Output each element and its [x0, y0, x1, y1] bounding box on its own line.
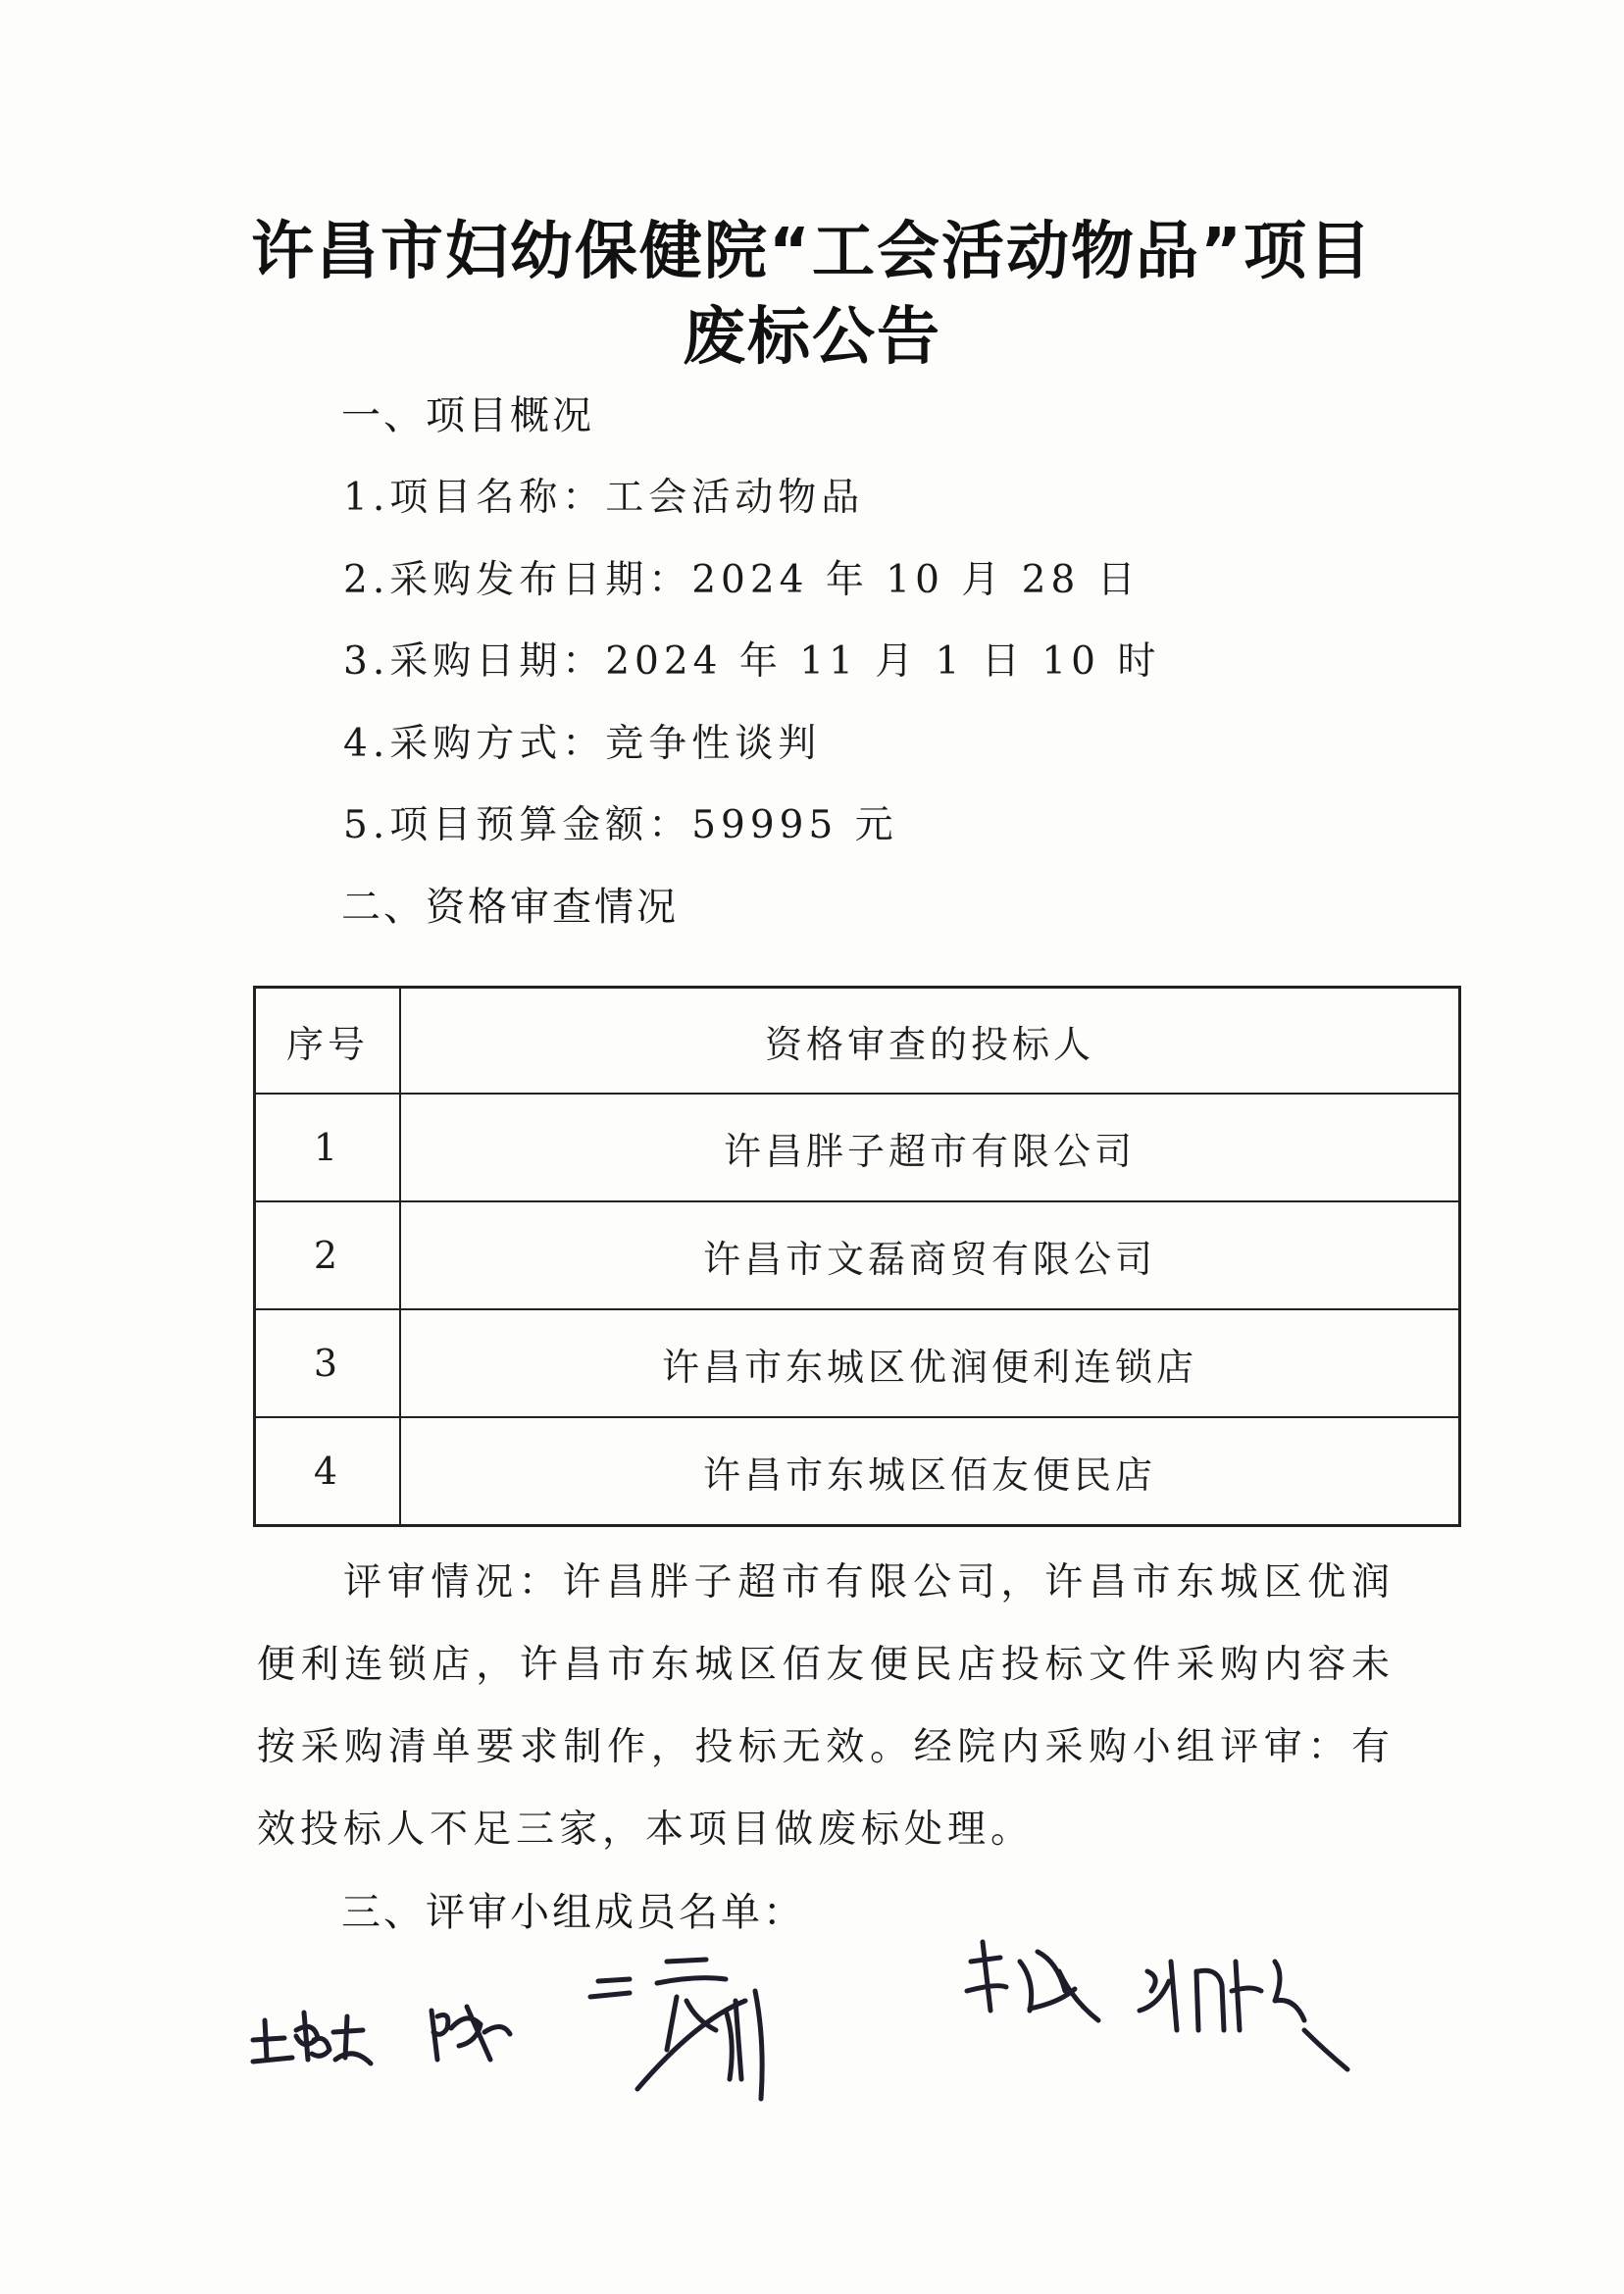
document-title-line1: 许昌市妇幼保健院“工会活动物品”项目 — [250, 216, 1374, 288]
budget-line — [343, 794, 898, 849]
qualification-table — [253, 986, 1461, 1527]
signature-3 — [590, 1960, 762, 2099]
table-row — [255, 1201, 1460, 1309]
table-cell-no: 3 — [255, 1309, 401, 1417]
table-cell-bidder: 许昌市东城区优润便利连锁店 — [400, 1309, 1460, 1417]
document-title-line2: 废标公告 — [683, 301, 941, 374]
table-cell-no: 1 — [255, 1094, 401, 1201]
table-cell-bidder: 许昌胖子超市有限公司 — [400, 1094, 1460, 1201]
publish-date-label: 2.采购发布日期： — [343, 558, 692, 602]
procurement-date-label: 3.采购日期： — [343, 639, 606, 684]
section2-heading: 二、资格审查情况 — [341, 885, 679, 930]
project-name-value: 工会活动物品 — [605, 476, 865, 520]
signature-2 — [431, 2007, 510, 2060]
table-header-bidder: 资格审查的投标人 — [400, 988, 1460, 1095]
table-row — [255, 1417, 1460, 1526]
procurement-date-value: 2024 年 11 月 1 日 10 时 — [605, 639, 1161, 684]
publish-date-line — [343, 549, 1141, 604]
signature-4 — [967, 1942, 1098, 2020]
procurement-method-label: 4.采购方式： — [343, 722, 606, 766]
project-name-label: 1.项目名称： — [343, 476, 606, 520]
publish-date-value: 2024 年 10 月 28 日 — [691, 558, 1141, 602]
project-name-line — [343, 467, 864, 522]
table-cell-no: 2 — [255, 1201, 401, 1309]
budget-value: 59995 元 — [691, 803, 898, 847]
table-row — [255, 1309, 1460, 1417]
section3-heading: 三、评审小组成员名单： — [341, 1890, 805, 1935]
table-header-row — [255, 988, 1460, 1095]
procurement-method-line — [343, 713, 821, 768]
budget-label: 5.项目预算金额： — [343, 803, 692, 847]
section1-heading: 一、项目概况 — [341, 393, 594, 438]
table-header-no: 序号 — [255, 988, 401, 1095]
signatures — [245, 1922, 1422, 2118]
signature-5 — [1140, 1962, 1347, 2069]
signature-1 — [253, 2013, 371, 2064]
procurement-date-line — [343, 631, 1160, 686]
table-cell-bidder: 许昌市文磊商贸有限公司 — [400, 1201, 1460, 1309]
table-cell-bidder: 许昌市东城区佰友便民店 — [400, 1417, 1460, 1526]
review-paragraph: 评审情况：许昌胖子超市有限公司，许昌市东城区优润便利连锁店，许昌市东城区佰友便民店投标文件采购内容未按采购清单要求制作，投标无效。经院内采购小组评审：有效投标人不足三家，本项目做废标处理。 — [257, 1560, 1395, 1852]
table-cell-no: 4 — [255, 1417, 401, 1526]
procurement-method-value: 竞争性谈判 — [605, 722, 822, 766]
table-row — [255, 1094, 1460, 1201]
